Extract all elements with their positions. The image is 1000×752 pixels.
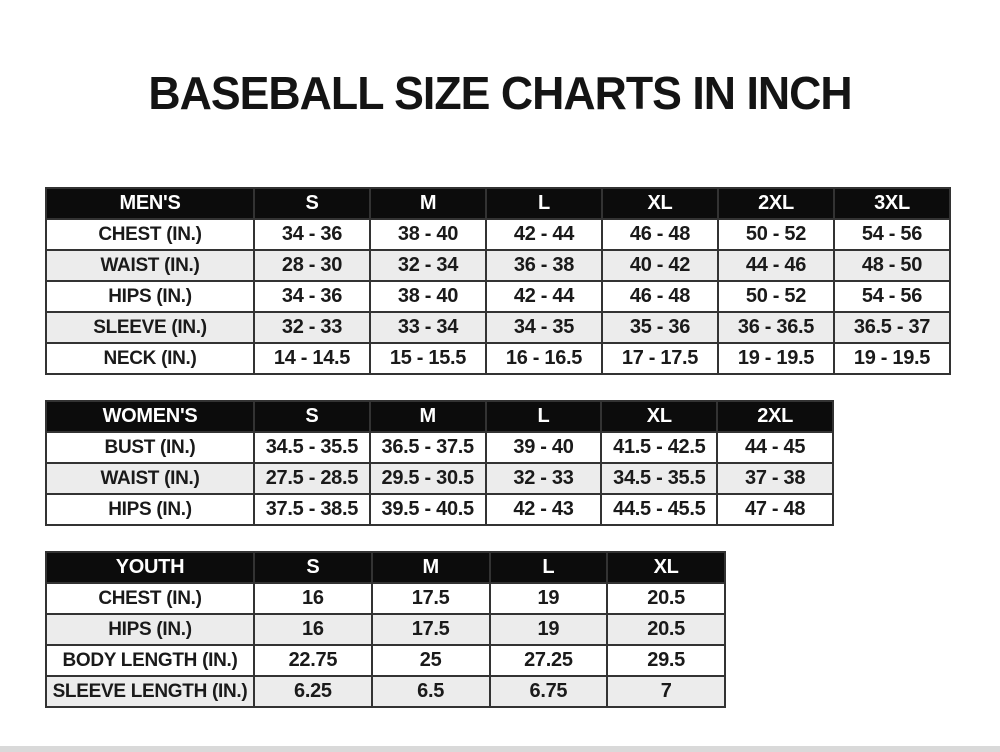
mens-table-grid (45, 187, 951, 375)
size-value-cell: 34 - 36 (254, 219, 370, 250)
size-value-cell: 34.5 - 35.5 (601, 463, 717, 494)
measurement-label: BUST (IN.) (46, 432, 254, 463)
header-row (46, 552, 725, 583)
size-column-header: S (254, 401, 370, 432)
measurement-label: CHEST (IN.) (46, 583, 254, 614)
table-row (46, 219, 950, 250)
size-value-cell: 32 - 34 (370, 250, 486, 281)
size-value-cell: 54 - 56 (834, 219, 950, 250)
size-value-cell: 38 - 40 (370, 281, 486, 312)
size-value-cell: 34.5 - 35.5 (254, 432, 370, 463)
size-value-cell: 20.5 (607, 614, 725, 645)
size-value-cell: 27.5 - 28.5 (254, 463, 370, 494)
size-column-header: M (370, 188, 486, 219)
measurement-label: SLEEVE LENGTH (IN.) (46, 676, 254, 707)
size-value-cell: 19 - 19.5 (718, 343, 834, 374)
header-row (46, 188, 950, 219)
size-value-cell: 41.5 - 42.5 (601, 432, 717, 463)
measurement-label: HIPS (IN.) (46, 494, 254, 525)
mens-size-table (45, 187, 951, 375)
size-value-cell: 44 - 45 (717, 432, 833, 463)
size-value-cell: 33 - 34 (370, 312, 486, 343)
group-header-cell: MEN'S (46, 188, 254, 219)
table-row (46, 583, 725, 614)
measurement-label: NECK (IN.) (46, 343, 254, 374)
size-value-cell: 7 (607, 676, 725, 707)
size-column-header: L (490, 552, 608, 583)
group-header-cell: YOUTH (46, 552, 254, 583)
youth-table-grid (45, 551, 726, 708)
size-value-cell: 16 (254, 583, 372, 614)
size-value-cell: 34 - 36 (254, 281, 370, 312)
size-value-cell: 39 - 40 (486, 432, 602, 463)
size-value-cell: 14 - 14.5 (254, 343, 370, 374)
table-row (46, 645, 725, 676)
size-value-cell: 16 - 16.5 (486, 343, 602, 374)
measurement-label: WAIST (IN.) (46, 463, 254, 494)
womens-table-grid (45, 400, 834, 526)
measurement-label: SLEEVE (IN.) (46, 312, 254, 343)
size-value-cell: 37 - 38 (717, 463, 833, 494)
size-value-cell: 36 - 36.5 (718, 312, 834, 343)
size-value-cell: 54 - 56 (834, 281, 950, 312)
table-row (46, 281, 950, 312)
size-value-cell: 46 - 48 (602, 281, 718, 312)
size-value-cell: 22.75 (254, 645, 372, 676)
header-row (46, 401, 833, 432)
size-value-cell: 19 (490, 614, 608, 645)
size-column-header: M (370, 401, 486, 432)
size-value-cell: 37.5 - 38.5 (254, 494, 370, 525)
size-value-cell: 36 - 38 (486, 250, 602, 281)
size-column-header: XL (601, 401, 717, 432)
size-value-cell: 38 - 40 (370, 219, 486, 250)
size-value-cell: 44 - 46 (718, 250, 834, 281)
table-row (46, 432, 833, 463)
measurement-label: HIPS (IN.) (46, 281, 254, 312)
size-value-cell: 50 - 52 (718, 281, 834, 312)
size-value-cell: 25 (372, 645, 490, 676)
size-column-header: 2XL (717, 401, 833, 432)
size-column-header: XL (607, 552, 725, 583)
table-row (46, 250, 950, 281)
size-value-cell: 6.75 (490, 676, 608, 707)
size-column-header: L (486, 401, 602, 432)
size-value-cell: 40 - 42 (602, 250, 718, 281)
size-value-cell: 15 - 15.5 (370, 343, 486, 374)
size-value-cell: 16 (254, 614, 372, 645)
size-column-header: S (254, 552, 372, 583)
size-column-header: S (254, 188, 370, 219)
size-value-cell: 29.5 (607, 645, 725, 676)
youth-size-table (45, 551, 726, 708)
womens-size-table (45, 400, 834, 526)
table-row (46, 494, 833, 525)
size-value-cell: 6.5 (372, 676, 490, 707)
size-column-header: L (486, 188, 602, 219)
measurement-label: HIPS (IN.) (46, 614, 254, 645)
table-row (46, 343, 950, 374)
size-value-cell: 27.25 (490, 645, 608, 676)
table-row (46, 676, 725, 707)
table-row (46, 312, 950, 343)
size-value-cell: 36.5 - 37 (834, 312, 950, 343)
size-value-cell: 39.5 - 40.5 (370, 494, 486, 525)
table-row (46, 463, 833, 494)
size-column-header: M (372, 552, 490, 583)
measurement-label: WAIST (IN.) (46, 250, 254, 281)
size-value-cell: 48 - 50 (834, 250, 950, 281)
size-value-cell: 32 - 33 (254, 312, 370, 343)
measurement-label: CHEST (IN.) (46, 219, 254, 250)
size-value-cell: 17 - 17.5 (602, 343, 718, 374)
size-value-cell: 32 - 33 (486, 463, 602, 494)
size-value-cell: 42 - 43 (486, 494, 602, 525)
page-title: BASEBALL SIZE CHARTS IN INCH (148, 67, 852, 119)
bottom-edge-strip (0, 746, 1000, 752)
size-value-cell: 46 - 48 (602, 219, 718, 250)
size-value-cell: 20.5 (607, 583, 725, 614)
size-value-cell: 44.5 - 45.5 (601, 494, 717, 525)
table-row (46, 614, 725, 645)
size-value-cell: 17.5 (372, 583, 490, 614)
size-value-cell: 47 - 48 (717, 494, 833, 525)
size-column-header: 2XL (718, 188, 834, 219)
size-value-cell: 29.5 - 30.5 (370, 463, 486, 494)
size-value-cell: 34 - 35 (486, 312, 602, 343)
size-value-cell: 19 - 19.5 (834, 343, 950, 374)
size-column-header: XL (602, 188, 718, 219)
size-column-header: 3XL (834, 188, 950, 219)
size-value-cell: 50 - 52 (718, 219, 834, 250)
group-header-cell: WOMEN'S (46, 401, 254, 432)
size-value-cell: 19 (490, 583, 608, 614)
size-value-cell: 36.5 - 37.5 (370, 432, 486, 463)
size-value-cell: 28 - 30 (254, 250, 370, 281)
measurement-label: BODY LENGTH (IN.) (46, 645, 254, 676)
size-value-cell: 17.5 (372, 614, 490, 645)
size-value-cell: 42 - 44 (486, 281, 602, 312)
size-value-cell: 35 - 36 (602, 312, 718, 343)
size-value-cell: 6.25 (254, 676, 372, 707)
size-value-cell: 42 - 44 (486, 219, 602, 250)
